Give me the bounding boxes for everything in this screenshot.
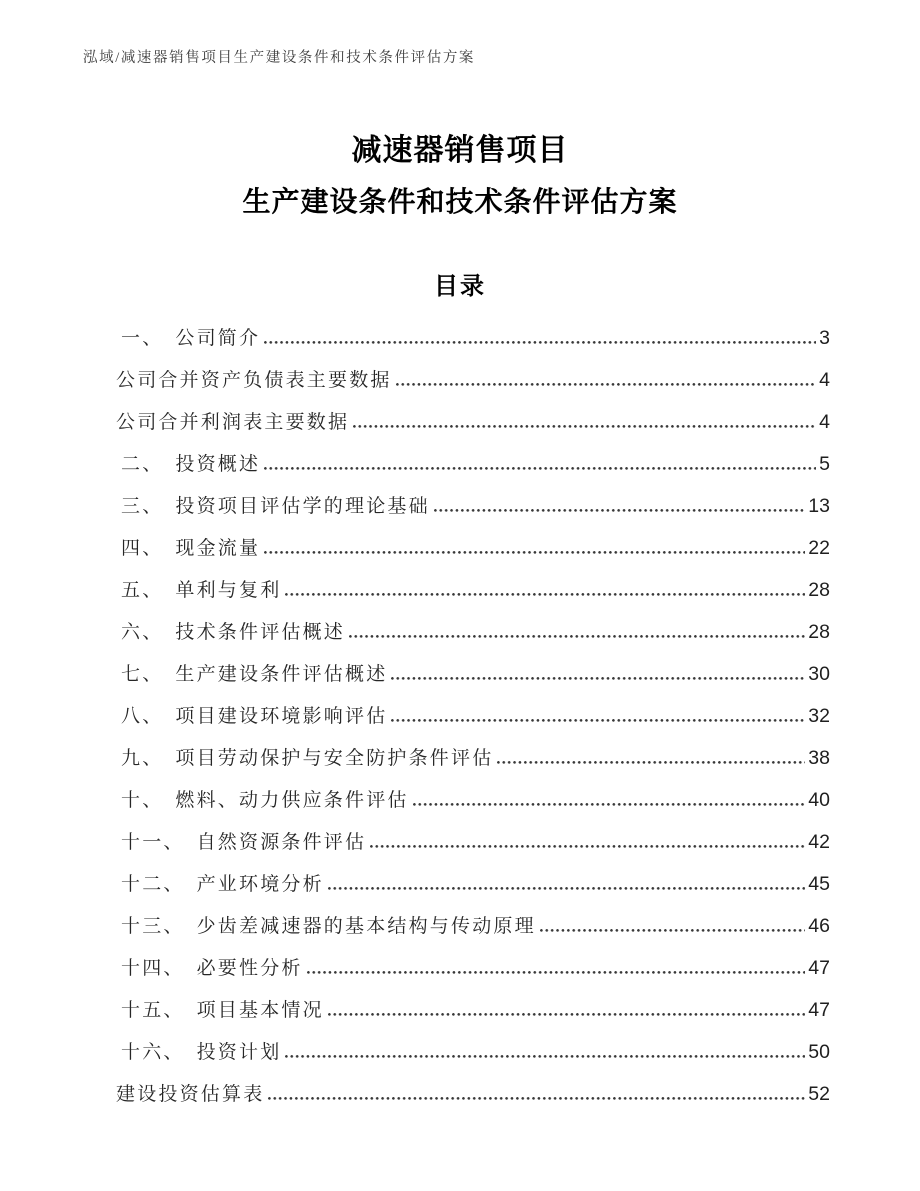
toc-leader-dots: [370, 845, 805, 848]
toc-leader-dots: [268, 1097, 805, 1100]
toc-entry-page-number: 4: [819, 369, 830, 391]
toc-entry-title: 燃料、动力供应条件评估: [175, 790, 409, 811]
toc-entry-page-number: 40: [808, 789, 830, 811]
toc-entry-number: 十二、: [121, 874, 185, 895]
toc-entry-number: 六、: [121, 622, 164, 643]
toc-entry-page-number: 38: [808, 747, 830, 769]
toc-entry-page-number: 32: [808, 705, 830, 727]
toc-entry-title: 投资计划: [196, 1042, 282, 1063]
toc-entry[interactable]: [116, 704, 830, 729]
toc-leader-dots: [285, 593, 805, 596]
toc-leader-dots: [285, 1055, 805, 1058]
toc-entry-title: 单利与复利: [175, 580, 282, 601]
toc-entry-page-number: 46: [808, 915, 830, 937]
toc-entry[interactable]: [116, 662, 830, 687]
toc-leader-dots: [328, 887, 805, 890]
toc-leader-dots: [497, 761, 805, 764]
toc-entry-title: 生产建设条件评估概述: [175, 664, 388, 685]
toc-entry-number: 一、: [121, 328, 164, 349]
toc-entry-title: 产业环境分析: [196, 874, 324, 895]
toc-entry-title: 建设投资估算表: [116, 1084, 265, 1105]
toc-entry-number: 十六、: [121, 1042, 185, 1063]
toc-leader-dots: [264, 467, 816, 470]
toc-entry-page-number: 4: [819, 411, 830, 433]
toc-entry[interactable]: [116, 620, 830, 645]
toc-entry-title: 项目基本情况: [196, 1000, 324, 1021]
toc-entry-page-number: 30: [808, 663, 830, 685]
toc-entry-page-number: 45: [808, 873, 830, 895]
toc-entry-page-number: 47: [808, 957, 830, 979]
toc-leader-dots: [349, 635, 805, 638]
toc-entry-number: 七、: [121, 664, 164, 685]
toc-leader-dots: [391, 677, 805, 680]
toc-entry-title: 自然资源条件评估: [196, 832, 367, 853]
toc-list: [116, 326, 830, 1124]
toc-leader-dots: [413, 803, 806, 806]
toc-entry-number: 十三、: [121, 916, 185, 937]
toc-entry[interactable]: [116, 1040, 830, 1065]
toc-entry-page-number: 42: [808, 831, 830, 853]
toc-entry-number: 十四、: [121, 958, 185, 979]
toc-entry[interactable]: [116, 956, 830, 981]
toc-entry-number: 九、: [121, 748, 164, 769]
toc-leader-dots: [434, 509, 805, 512]
toc-entry-title: 项目劳动保护与安全防护条件评估: [175, 748, 494, 769]
toc-entry[interactable]: [116, 872, 830, 897]
toc-entry-number: 八、: [121, 706, 164, 727]
toc-entry[interactable]: [116, 368, 830, 393]
toc-entry[interactable]: [116, 452, 830, 477]
toc-entry-title: 公司简介: [175, 328, 261, 349]
toc-entry-title: 必要性分析: [196, 958, 303, 979]
toc-entry[interactable]: [116, 410, 830, 435]
toc-leader-dots: [264, 341, 816, 344]
toc-leader-dots: [353, 425, 816, 428]
toc-entry-number: 五、: [121, 580, 164, 601]
toc-entry[interactable]: [116, 536, 830, 561]
toc-entry-number: 二、: [121, 454, 164, 475]
document-title-line2: 生产建设条件和技术条件评估方案: [242, 186, 678, 217]
toc-entry-page-number: 5: [819, 453, 830, 475]
toc-entry[interactable]: [116, 578, 830, 603]
toc-entry-page-number: 47: [808, 999, 830, 1021]
toc-entry-title: 投资概述: [175, 454, 261, 475]
toc-entry[interactable]: [116, 914, 830, 939]
toc-leader-dots: [396, 383, 817, 386]
toc-leader-dots: [307, 971, 806, 974]
toc-entry-title: 技术条件评估概述: [175, 622, 346, 643]
toc-entry-page-number: 3: [819, 327, 830, 349]
toc-entry-page-number: 50: [808, 1041, 830, 1063]
toc-entry-number: 十一、: [121, 832, 185, 853]
toc-entry-page-number: 28: [808, 579, 830, 601]
toc-entry-number: 十、: [121, 790, 164, 811]
toc-entry-title: 项目建设环境影响评估: [175, 706, 388, 727]
toc-entry[interactable]: [116, 830, 830, 855]
toc-leader-dots: [391, 719, 805, 722]
toc-entry[interactable]: [116, 788, 830, 813]
toc-heading: 目录: [434, 273, 486, 300]
toc-entry-title: 公司合并利润表主要数据: [116, 412, 350, 433]
toc-leader-dots: [264, 551, 805, 554]
toc-entry-page-number: 28: [808, 621, 830, 643]
toc-entry-title: 现金流量: [175, 538, 261, 559]
toc-entry-page-number: 13: [808, 495, 830, 517]
toc-entry[interactable]: [116, 746, 830, 771]
toc-entry[interactable]: [116, 494, 830, 519]
toc-leader-dots: [328, 1013, 805, 1016]
document-title-line1: 减速器销售项目: [351, 134, 569, 167]
document-header: 泓域/减速器销售项目生产建设条件和技术条件评估方案: [83, 50, 476, 66]
toc-entry[interactable]: [116, 998, 830, 1023]
toc-entry-number: 四、: [121, 538, 164, 559]
toc-entry-title: 少齿差减速器的基本结构与传动原理: [196, 916, 536, 937]
toc-leader-dots: [540, 929, 805, 932]
toc-entry-number: 十五、: [121, 1000, 185, 1021]
toc-entry-page-number: 52: [808, 1083, 830, 1105]
toc-entry-title: 投资项目评估学的理论基础: [175, 496, 430, 517]
toc-entry[interactable]: [116, 326, 830, 351]
toc-entry[interactable]: [116, 1082, 830, 1107]
toc-entry-title: 公司合并资产负债表主要数据: [116, 370, 392, 391]
toc-entry-page-number: 22: [808, 537, 830, 559]
toc-entry-number: 三、: [121, 496, 164, 517]
